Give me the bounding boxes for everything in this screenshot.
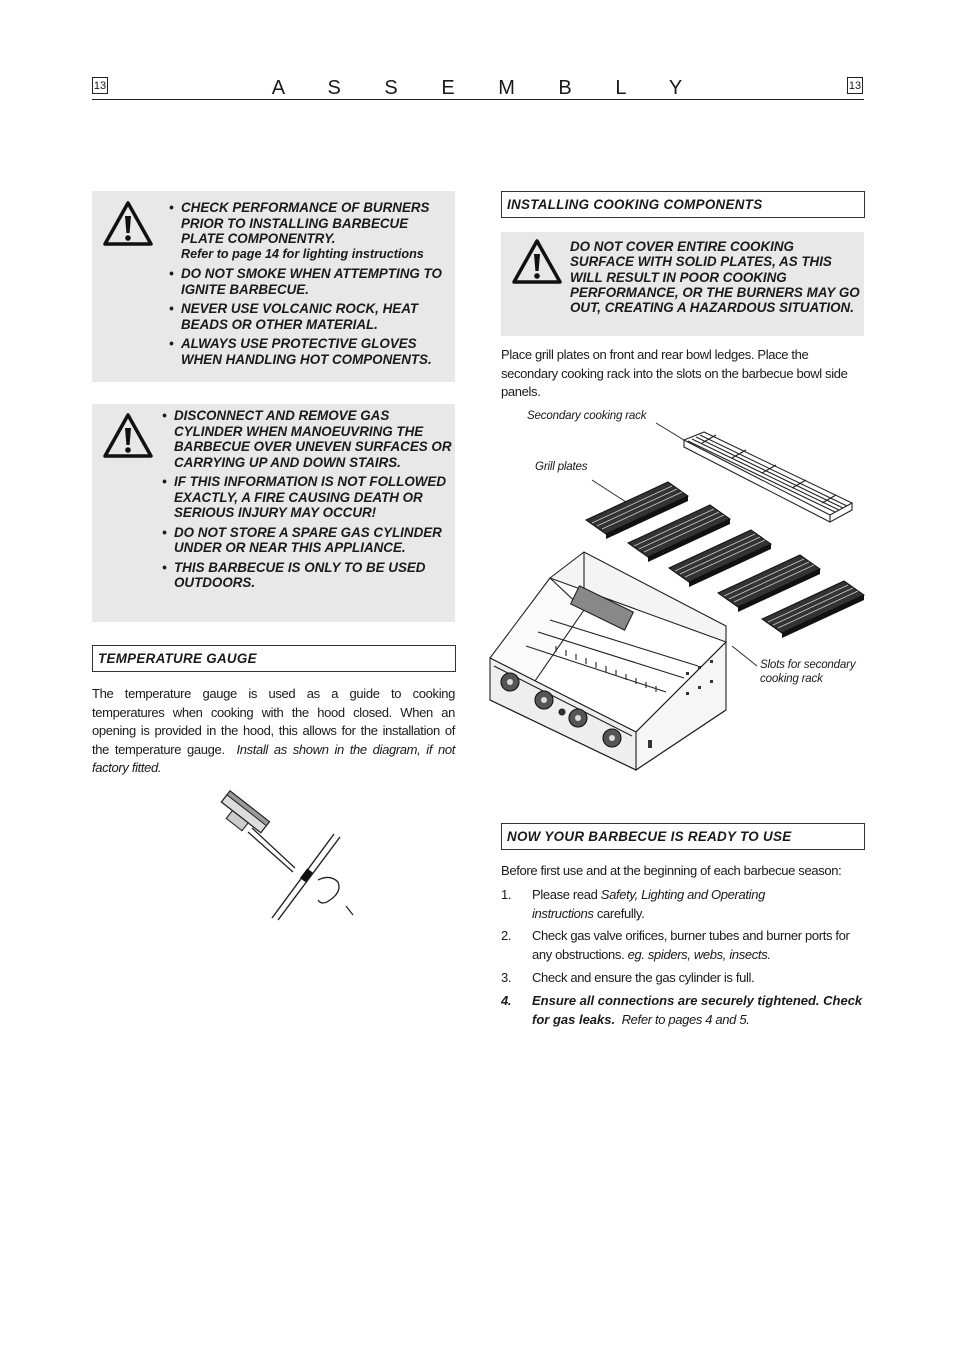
section-heading-temperature: TEMPERATURE GAUGE	[92, 645, 456, 672]
header-rule	[92, 99, 864, 100]
label-slots: Slots for secondary cooking rack	[760, 658, 856, 685]
warning-item: • THIS BARBECUE IS ONLY TO BE USED OUTDOORS.	[162, 560, 452, 591]
warning-item: • IF THIS INFORMATION IS NOT FOLLOWED EXACTLY, A FIRE CAUSING DEATH OR SERIOUS INJURY MAY OCCUR!	[162, 474, 452, 521]
list-item: 1. Please read Safety, Lighting and Operating instructions carefully.	[501, 887, 765, 921]
list-item: 2. Check gas valve orifices, burner tubes and burner ports for any obstructions. eg. spiders, webs, insects.	[501, 928, 850, 962]
temperature-gauge-diagram	[200, 782, 360, 922]
section-heading-installing: INSTALLING COOKING COMPONENTS	[501, 191, 865, 218]
warning-triangle-icon	[511, 238, 563, 285]
installing-body: Place grill plates on front and rear bowl ledges. Place the secondary cooking rack into the slots on the barbecue bowl side panels.	[501, 347, 848, 399]
warning-box-cylinder	[92, 404, 455, 622]
section-heading-ready: NOW YOUR BARBECUE IS READY TO USE	[501, 823, 865, 850]
label-grill-plates: Grill plates	[535, 460, 588, 473]
barbecue-assembly-diagram	[486, 410, 870, 782]
temperature-body: The temperature gauge is used as a guide to cooking temperatures when cooking with the hood closed. When an opening is provided in the hood, this allows for the installation of the temperature gauge. Install as shown in the diagram, if not factory fitted.	[92, 686, 455, 775]
warning-item: • DO NOT SMOKE WHEN ATTEMPTING TO IGNITE BARBECUE.	[169, 266, 453, 297]
warning-triangle-icon	[102, 200, 154, 247]
ready-intro: Before first use and at the beginning of each barbecue season:	[501, 863, 842, 878]
warning-box-burners	[92, 191, 455, 382]
warning-box-cooking-surface	[501, 232, 864, 336]
warning-item: • DISCONNECT AND REMOVE GAS CYLINDER WHEN MANOEUVRING THE BARBECUE OVER UNEVEN SURFACES OR CARRYING UP AND DOWN STAIRS.	[162, 408, 452, 470]
list-item: 4. Ensure all connections are securely tightened. Check for gas leaks. Refer to pages 4 and 5.	[501, 993, 863, 1027]
warning-item: • ALWAYS USE PROTECTIVE GLOVES WHEN HANDLING HOT COMPONENTS.	[169, 336, 453, 367]
warning-item: • NEVER USE VOLCANIC ROCK, HEAT BEADS OR OTHER MATERIAL.	[169, 301, 453, 332]
label-secondary-rack: Secondary cooking rack	[527, 409, 647, 422]
warning-item: • DO NOT STORE A SPARE GAS CYLINDER UNDER OR NEAR THIS APPLIANCE.	[162, 525, 452, 556]
page-number-right: 13	[847, 77, 863, 94]
list-item: 3. Check and ensure the gas cylinder is full.	[501, 970, 755, 985]
cooking-surface-warning-text: DO NOT COVER ENTIRE COOKING SURFACE WITH SOLID PLATES, AS THIS WILL RESULT IN POOR COOKING PERFORMANCE, OR THE BURNERS MAY GO OUT, CREATING A HAZARDOUS SITUATION.	[570, 239, 860, 316]
page-title: A S S E M B L Y	[271, 77, 702, 99]
warning-triangle-icon	[102, 412, 154, 459]
warning-item: • CHECK PERFORMANCE OF BURNERS PRIOR TO INSTALLING BARBECUE PLATE COMPONENTRY. Refer to page 14 for lighting instructions	[169, 200, 453, 262]
page-number-left: 13	[92, 77, 108, 94]
